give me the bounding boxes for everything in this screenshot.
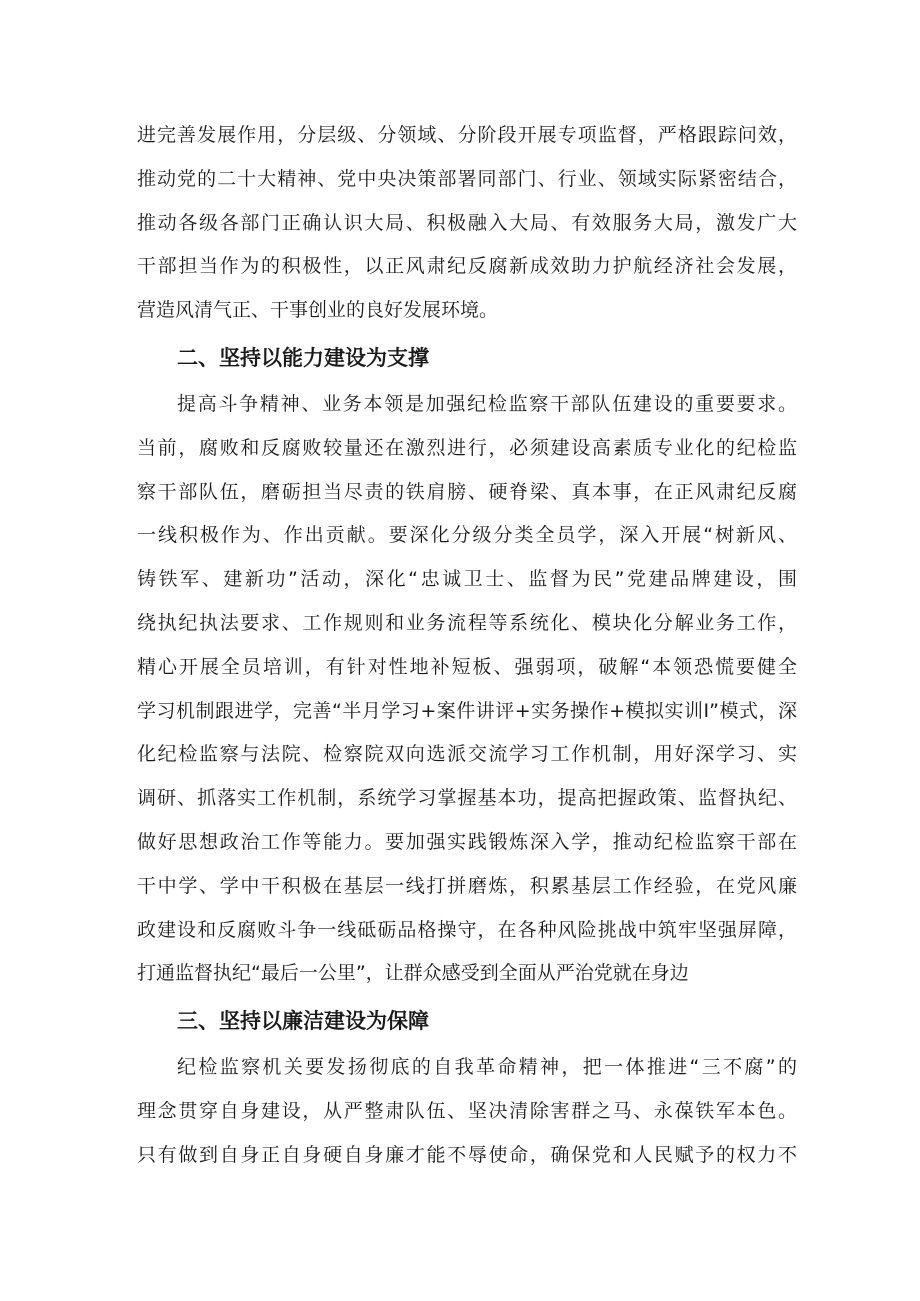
text-line: 化纪检监察与法院、检察院双向选派交流学习工作机制，用好深学习、实 xyxy=(137,743,797,766)
paragraph-2 xyxy=(137,383,797,996)
text-line: 营造风清气正、干事创业的良好发展环境。 xyxy=(137,299,499,322)
section-heading-3: 三、坚持以廉洁建设为保障 xyxy=(177,1009,429,1034)
text-line: 政建设和反腐败斗争一线砥砺品格操守，在各种风险挑战中筑牢坚强屏障， xyxy=(137,918,797,941)
paragraph-1 xyxy=(137,114,797,333)
document-page xyxy=(137,114,797,1178)
text-line: 精心开展全员培训，有针对性地补短板、强弱项，破解“本领恐慌要健全 xyxy=(137,655,797,678)
text-line: 绕执纪执法要求、工作规则和业务流程等系统化、模块化分解业务工作， xyxy=(137,611,797,634)
text-line: 调研、抓落实工作机制，系统学习掌握基本功，提高把握政策、监督执纪、 xyxy=(137,787,797,810)
text-line: 干中学、学中干积极在基层一线打拼磨炼，积累基层工作经验，在党风廉 xyxy=(137,874,797,897)
text-line: 纪检监察机关要发扬彻底的自我革命精神，把一体推进“三不腐”的 xyxy=(177,1056,797,1079)
text-line: 推动党的二十大精神、党中央决策部署同部门、行业、领域实际紧密结合， xyxy=(137,167,797,190)
text-line: 推动各级各部门正确认识大局、积极融入大局、有效服务大局，激发广大 xyxy=(137,211,797,234)
section-heading-2: 二、坚持以能力建设为支撑 xyxy=(177,345,429,370)
text-line: 学习机制跟进学，完善“半月学习+案件讲评+实务操作+模拟实训I”模式，深 xyxy=(137,699,797,722)
text-line: 提高斗争精神、业务本领是加强纪检监察干部队伍建设的重要要求。 xyxy=(177,392,797,415)
text-line: 做好思想政治工作等能力。要加强实践锻炼深入学，推动纪检监察干部在 xyxy=(137,830,797,853)
paragraph-3 xyxy=(137,1046,797,1177)
text-line: 打通监督执纪“最后一公里”，让群众感受到全面从严治党就在身边 xyxy=(137,962,689,985)
text-line: 进完善发展作用，分层级、分领域、分阶段开展专项监督，严格跟踪问效， xyxy=(137,124,797,146)
text-line: 理念贯穿自身建设，从严整肃队伍、坚决清除害群之马、永葆铁军本色。 xyxy=(137,1099,797,1122)
text-line: 只有做到自身正自身硬自身廉才能不辱使命，确保党和人民赋予的权力不 xyxy=(137,1143,797,1166)
text-line: 一线积极作为、作出贡献。要深化分级分类全员学，深入开展“树新风、 xyxy=(137,524,797,547)
text-line: 干部担当作为的积极性，以正风肃纪反腐新成效助力护航经济社会发展， xyxy=(137,255,797,278)
text-line: 当前，腐败和反腐败较量还在激烈进行，必须建设高素质专业化的纪检监 xyxy=(137,436,797,459)
text-line: 铸铁军、建新功”活动，深化“忠诚卫士、监督为民”党建品牌建设，围 xyxy=(137,568,797,591)
text-line: 察干部队伍，磨砺担当尽责的铁肩膀、硬脊梁、真本事，在正风肃纪反腐 xyxy=(137,480,797,503)
